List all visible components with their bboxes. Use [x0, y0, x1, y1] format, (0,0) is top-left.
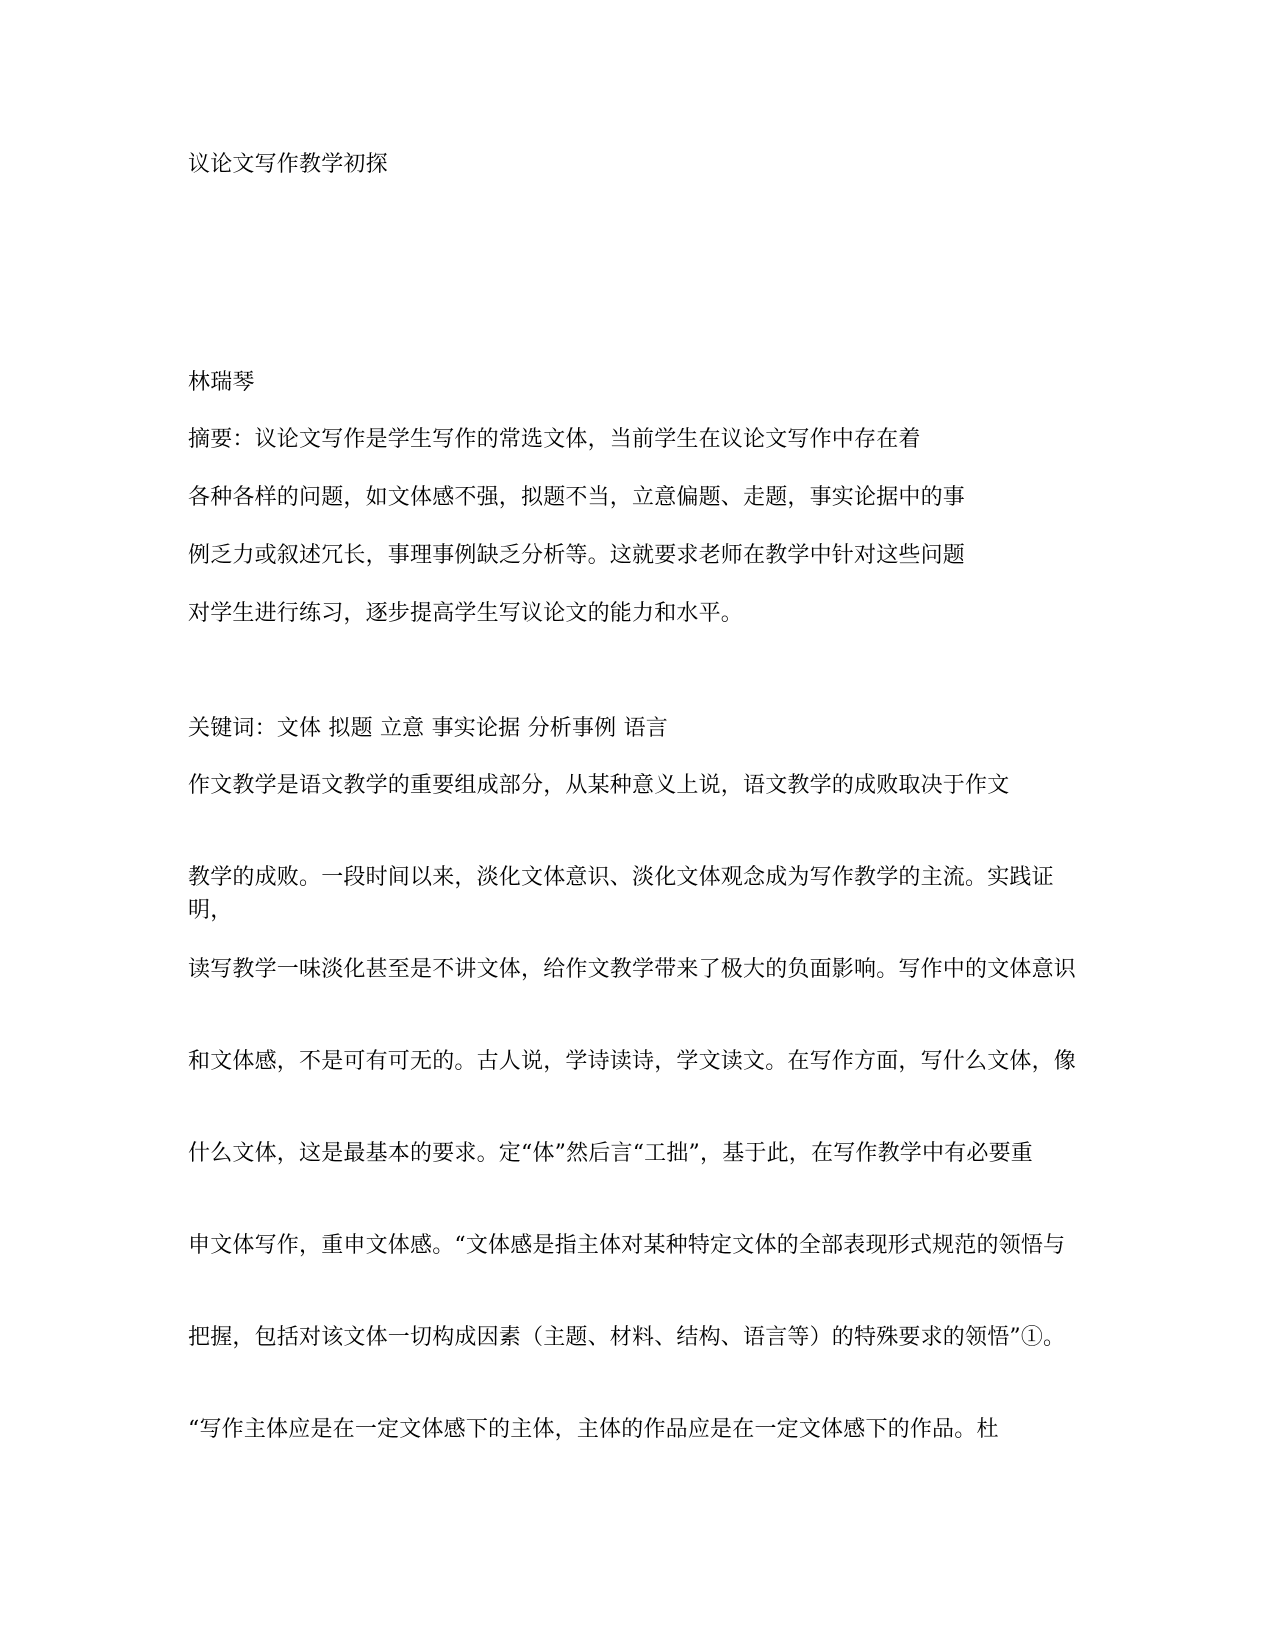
author-name: 林瑞琴 [188, 370, 255, 395]
abstract-line: 各种各样的问题，如文体感不强，拟题不当，立意偏题、走题，事实论据中的事 [188, 485, 966, 510]
abstract-line: 例乏力或叙述冗长，事理事例缺乏分析等。这就要求老师在教学中针对这些问题 [188, 543, 966, 568]
body-paragraph: 把握，包括对该文体一切构成因素（主题、材料、结构、语言等）的特殊要求的领悟”①。 [188, 1325, 1066, 1350]
document-title: 议论文写作教学初探 [188, 152, 388, 177]
body-paragraph: 什么文体，这是最基本的要求。定“体”然后言“工拙”，基于此，在写作教学中有必要重 [188, 1141, 1033, 1166]
keywords-line: 关键词：文体 拟题 立意 事实论据 分析事例 语言 [188, 716, 668, 741]
body-paragraph: 教学的成败。一段时间以来，淡化文体意识、淡化文体观念成为写作教学的主流。实践证明， [188, 865, 1054, 923]
body-paragraph: 作文教学是语文教学的重要组成部分，从某种意义上说，语文教学的成败取决于作文 [188, 773, 1010, 798]
body-paragraph: 和文体感，不是可有可无的。古人说，学诗读诗，学文读文。在写作方面，写什么文体，像 [188, 1049, 1077, 1074]
body-paragraph: “写作主体应是在一定文体感下的主体，主体的作品应是在一定文体感下的作品。杜 [188, 1417, 999, 1442]
abstract-line: 摘要：议论文写作是学生写作的常选文体，当前学生在议论文写作中存在着 [188, 427, 921, 452]
abstract-line: 对学生进行练习，逐步提高学生写议论文的能力和水平。 [188, 601, 744, 626]
body-paragraph: 读写教学一味淡化甚至是不讲文体，给作文教学带来了极大的负面影响。写作中的文体意识 [188, 957, 1077, 982]
body-paragraph: 申文体写作，重申文体感。“文体感是指主体对某种特定文体的全部表现形式规范的领悟与 [188, 1233, 1066, 1258]
